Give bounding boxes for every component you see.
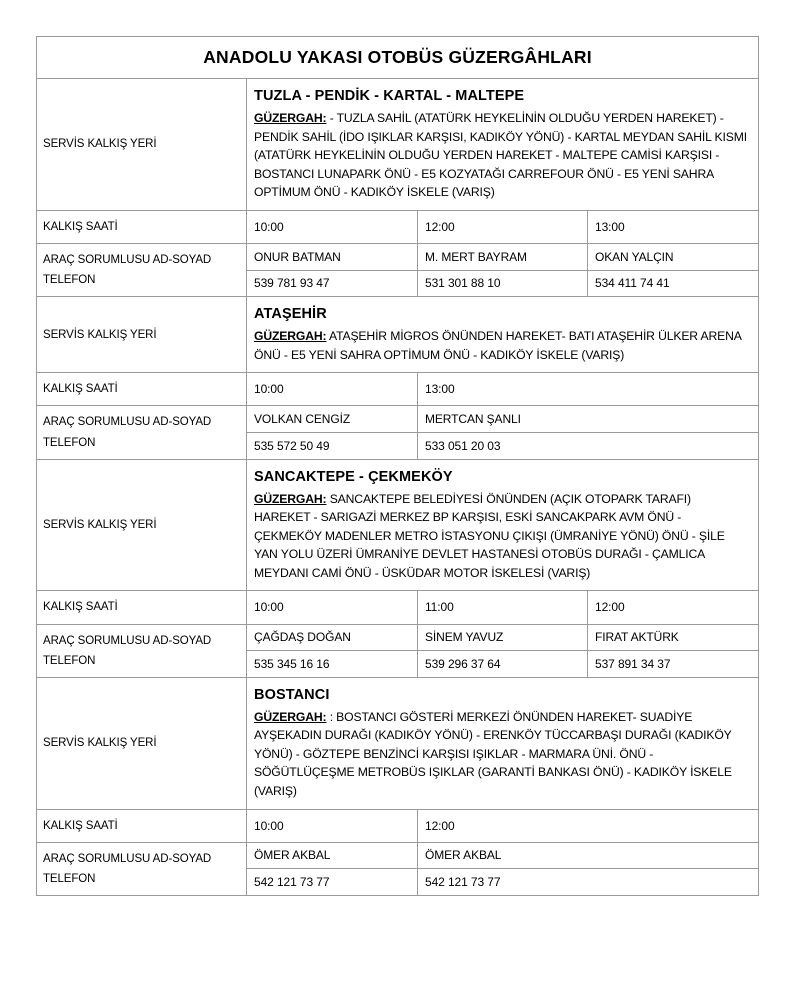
- label-responsible-name: ARAÇ SORUMLUSU AD-SOYAD: [43, 634, 212, 647]
- label-departure-point: SERVİS KALKIŞ YERİ: [37, 459, 247, 591]
- section-names-row: [37, 406, 759, 433]
- label-departure-time: KALKIŞ SAATİ: [37, 210, 247, 243]
- phone-1: 539 781 93 47: [247, 270, 418, 297]
- responsible-name-1: ÖMER AKBAL: [247, 842, 418, 869]
- label-departure-time: KALKIŞ SAATİ: [37, 591, 247, 624]
- phone-2: 533 051 20 03: [418, 433, 759, 460]
- label-responsible-name: ARAÇ SORUMLUSU AD-SOYAD: [43, 416, 212, 429]
- phone-3: 534 411 74 41: [588, 270, 759, 297]
- departure-time-1: 10:00: [247, 591, 418, 624]
- section-names-row: [37, 243, 759, 270]
- responsible-name-3: OKAN YALÇIN: [588, 243, 759, 270]
- route-description-cell: [247, 459, 759, 591]
- label-departure-point: SERVİS KALKIŞ YERİ: [37, 79, 247, 211]
- route-label: GÜZERGAH:: [254, 111, 327, 126]
- title-row: [37, 37, 759, 79]
- responsible-name-2: MERTCAN ŞANLI: [418, 406, 759, 433]
- section-route-row: [37, 459, 759, 591]
- route-text: SANCAKTEPE BELEDİYESİ ÖNÜNDEN (AÇIK OTOPARK TARAFI) HAREKET - SARIGAZİ MERKEZ BP KARŞISI, ESKİ SANCAKPARK AVM ÖNÜ - ÇEKMEKÖY MADENLER METRO İSTASYONU ÇIKIŞI (ÜMRANİYE YÖNÜ) ÖNÜ - ŞİLE YAN YOLU ÜZERİ ÜMRANİYE DEVLET HASTANESİ OTOBÜS DURAĞI - ÇAMLICA MEYDANI CAMİ ÖNÜ - ÜSKÜDAR MOTOR İSKELESİ (VARIŞ): [254, 491, 725, 580]
- route-label: GÜZERGAH:: [254, 491, 327, 506]
- route-detail: [254, 109, 749, 202]
- phone-2: 531 301 88 10: [418, 270, 588, 297]
- section-names-row: [37, 624, 759, 651]
- departure-time-1: 10:00: [247, 210, 418, 243]
- phone-1: 535 572 50 49: [247, 433, 418, 460]
- route-description-cell: [247, 297, 759, 373]
- route-detail: [254, 708, 749, 801]
- label-phone: TELEFON: [43, 872, 96, 885]
- phone-1: 542 121 73 77: [247, 869, 418, 896]
- section-times-row: [37, 591, 759, 624]
- phone-2: 542 121 73 77: [418, 869, 759, 896]
- page-title: ANADOLU YAKASI OTOBÜS GÜZERGÂHLARI: [37, 37, 759, 79]
- responsible-name-2: SİNEM YAVUZ: [418, 624, 588, 651]
- label-phone: TELEFON: [43, 274, 96, 287]
- section-route-row: [37, 297, 759, 373]
- departure-time-1: 10:00: [247, 809, 418, 842]
- phone-2: 539 296 37 64: [418, 651, 588, 678]
- phone-1: 535 345 16 16: [247, 651, 418, 678]
- responsible-name-1: ÇAĞDAŞ DOĞAN: [247, 624, 418, 651]
- section-times-row: [37, 809, 759, 842]
- route-title: TUZLA - PENDİK - KARTAL - MALTEPE: [254, 88, 525, 104]
- responsible-name-2: M. MERT BAYRAM: [418, 243, 588, 270]
- responsible-name-3: FIRAT AKTÜRK: [588, 624, 759, 651]
- route-title: BOSTANCI: [254, 686, 330, 703]
- route-text: - TUZLA SAHİL (ATATÜRK HEYKELİNİN OLDUĞU YERDEN HAREKET) - PENDİK SAHİL (İDO IŞIKLAR KARŞISI, KADIKÖY YÖNÜ) - KARTAL MEYDAN SAHİL KISMI (ATATÜRK HEYKELİNİN OLDUĞU YERDEN HAREKET - MALTEPE CAMİSİ KARŞISI - BOSTANCI LUNAPARK ÖNÜ - E5 KOZYATAĞI CARREFOUR ÖNÜ - E5 YENİ SAHRA OPTİMUM ÖNÜ - KADIKÖY İSKELE (VARIŞ): [254, 111, 747, 200]
- label-phone: TELEFON: [43, 654, 96, 667]
- label-responsible-phone: [37, 406, 247, 459]
- route-description-cell: [247, 79, 759, 211]
- label-responsible-phone: [37, 624, 247, 677]
- section-times-row: [37, 373, 759, 406]
- responsible-name-1: ONUR BATMAN: [247, 243, 418, 270]
- responsible-name-2: ÖMER AKBAL: [418, 842, 759, 869]
- label-departure-time: KALKIŞ SAATİ: [37, 373, 247, 406]
- route-description-cell: [247, 677, 759, 809]
- section-route-row: [37, 677, 759, 809]
- route-detail: [254, 327, 749, 364]
- departure-time-2: 12:00: [418, 809, 759, 842]
- section-times-row: [37, 210, 759, 243]
- route-title: SANCAKTEPE - ÇEKMEKÖY: [254, 468, 453, 485]
- label-responsible-name: ARAÇ SORUMLUSU AD-SOYAD: [43, 253, 212, 266]
- label-responsible-phone: [37, 243, 247, 296]
- label-departure-time: KALKIŞ SAATİ: [37, 809, 247, 842]
- label-responsible-name: ARAÇ SORUMLUSU AD-SOYAD: [43, 852, 212, 865]
- label-responsible-phone: [37, 842, 247, 895]
- departure-time-2: 12:00: [418, 210, 588, 243]
- responsible-name-1: VOLKAN CENGİZ: [247, 406, 418, 433]
- departure-time-3: 13:00: [588, 210, 759, 243]
- route-title: ATAŞEHİR: [254, 306, 327, 323]
- section-names-row: [37, 842, 759, 869]
- departure-time-3: 12:00: [588, 591, 759, 624]
- route-label: GÜZERGAH:: [254, 329, 327, 344]
- route-text: ATAŞEHİR MİGROS ÖNÜNDEN HAREKET- BATI ATAŞEHİR ÜLKER ARENA ÖNÜ - E5 YENİ SAHRA OPTİMUM ÖNÜ - KADIKÖY İSKELE (VARIŞ): [254, 329, 742, 362]
- label-phone: TELEFON: [43, 436, 96, 449]
- label-departure-point: SERVİS KALKIŞ YERİ: [37, 297, 247, 373]
- departure-time-2: 13:00: [418, 373, 759, 406]
- departure-time-1: 10:00: [247, 373, 418, 406]
- section-route-row: [37, 79, 759, 211]
- route-text: : BOSTANCI GÖSTERİ MERKEZİ ÖNÜNDEN HAREKET- SUADİYE AYŞEKADIN DURAĞI (KADIKÖY YÖNÜ) - ERENKÖY TÜCCARBAŞI DURAĞI (KADIKÖY YÖNÜ) - GÖZTEPE BENZİNCİ KARŞISI IŞIKLAR - MARMARA ÜNİ. ÖNÜ - SÖĞÜTLÜÇEŞME METROBÜS IŞIKLAR (GARANTİ BANKASI ÖNÜ) - KADIKÖY İSKELE (VARIŞ): [254, 709, 732, 798]
- departure-time-2: 11:00: [418, 591, 588, 624]
- label-departure-point: SERVİS KALKIŞ YERİ: [37, 677, 247, 809]
- phone-3: 537 891 34 37: [588, 651, 759, 678]
- route-detail: [254, 490, 749, 583]
- bus-routes-table: [36, 36, 759, 896]
- route-label: GÜZERGAH:: [254, 709, 327, 724]
